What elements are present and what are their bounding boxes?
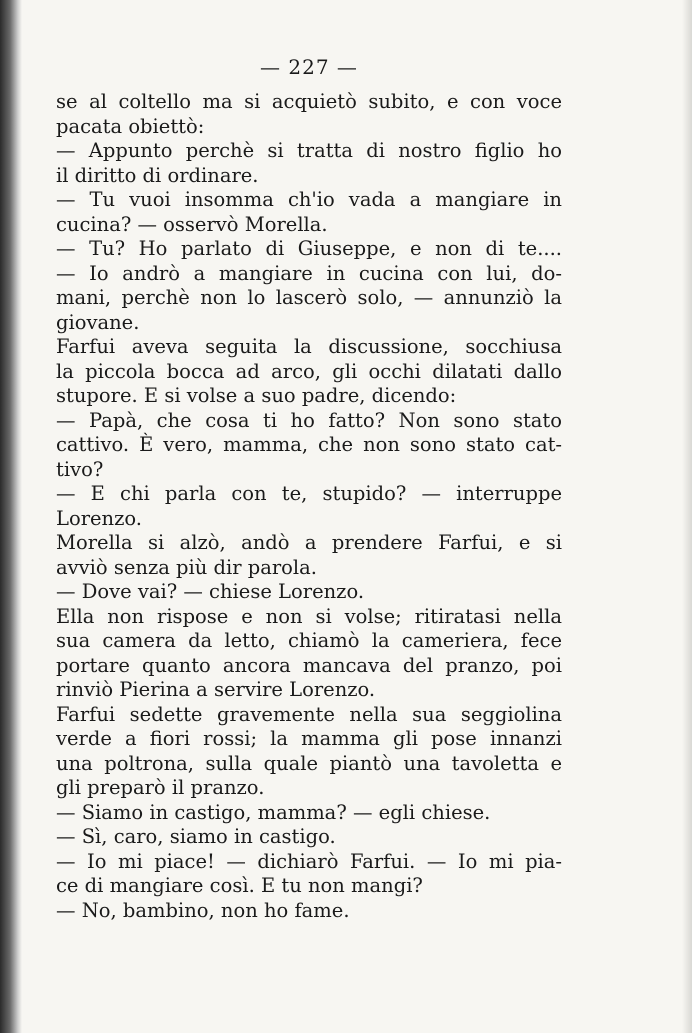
text-line: giovane. [56, 310, 140, 334]
text-line: stupore. E si volse a suo padre, dicendo: [56, 384, 457, 407]
text-line: — No, bambino, non ho fame. [56, 898, 350, 922]
text-line: cucina? — osservò Morella. [56, 212, 328, 236]
text-line: portare quanto ancora mancava del pranzo, poi [56, 653, 562, 677]
text-line: Farfui aveva seguita la discussione, socchiusa [56, 335, 562, 358]
text-line: se al coltello ma si acquietò subito, e con voce [56, 90, 562, 113]
text-line: il diritto di ordinare. [56, 163, 259, 187]
page-text-block [56, 50, 562, 923]
text-line: — Sì, caro, siamo in castigo. [56, 825, 336, 848]
text-line: verde a fiori rossi; la mamma gli pose innanzi [56, 727, 562, 750]
text-line: — Appunto perchè si tratta di nostro figlio ho [56, 139, 562, 162]
book-spine-shadow [0, 0, 22, 1033]
page-edge-shadow [682, 0, 692, 1033]
text-line: pacata obiettò: [56, 114, 205, 138]
text-line: — Tu? Ho parlato di Giuseppe, e non di te.... [56, 237, 562, 260]
text-line: mani, perchè non lo lascerò solo, — annunziò la [56, 286, 562, 309]
text-line: — Io mi piace! — dichiarò Farfui. — Io mi pia- [56, 849, 562, 873]
text-line: — Tu vuoi insomma ch'io vada a mangiare in [56, 188, 562, 211]
text-line: una poltrona, sulla quale piantò una tavoletta e [56, 751, 562, 775]
text-line: avviò senza più dir parola. [56, 555, 317, 579]
text-line: sua camera da letto, chiamò la cameriera, fece [56, 629, 562, 652]
text-line: — Io andrò a mangiare in cucina con lui, do- [56, 261, 562, 285]
text-line: tivo? [56, 457, 104, 481]
text-line: ce di mangiare così. E tu non mangi? [56, 874, 423, 897]
text-line: la piccola bocca ad arco, gli occhi dilatati dallo [56, 359, 562, 383]
text-line: Ella non rispose e non si volse; ritiratasi nella [56, 604, 562, 628]
text-line: rinviò Pierina a servire Lorenzo. [56, 678, 376, 701]
page-number: — 227 — [260, 55, 358, 79]
text-line: — Dove vai? — chiese Lorenzo. [56, 580, 365, 603]
text-line: — Papà, che cosa ti ho fatto? Non sono stato [56, 408, 562, 432]
text-line: Farfui sedette gravemente nella sua seggiolina [56, 702, 562, 726]
text-line: Lorenzo. [56, 506, 142, 530]
text-line: gli preparò il pranzo. [56, 776, 265, 799]
text-line: — E chi parla con te, stupido? — interruppe [56, 482, 562, 505]
text-line: Morella si alzò, andò a prendere Farfui, e si [56, 531, 562, 554]
text-line: — Siamo in castigo, mamma? — egli chiese. [56, 800, 491, 824]
text-line: cattivo. È vero, mamma, che non sono stato cat- [56, 433, 562, 456]
